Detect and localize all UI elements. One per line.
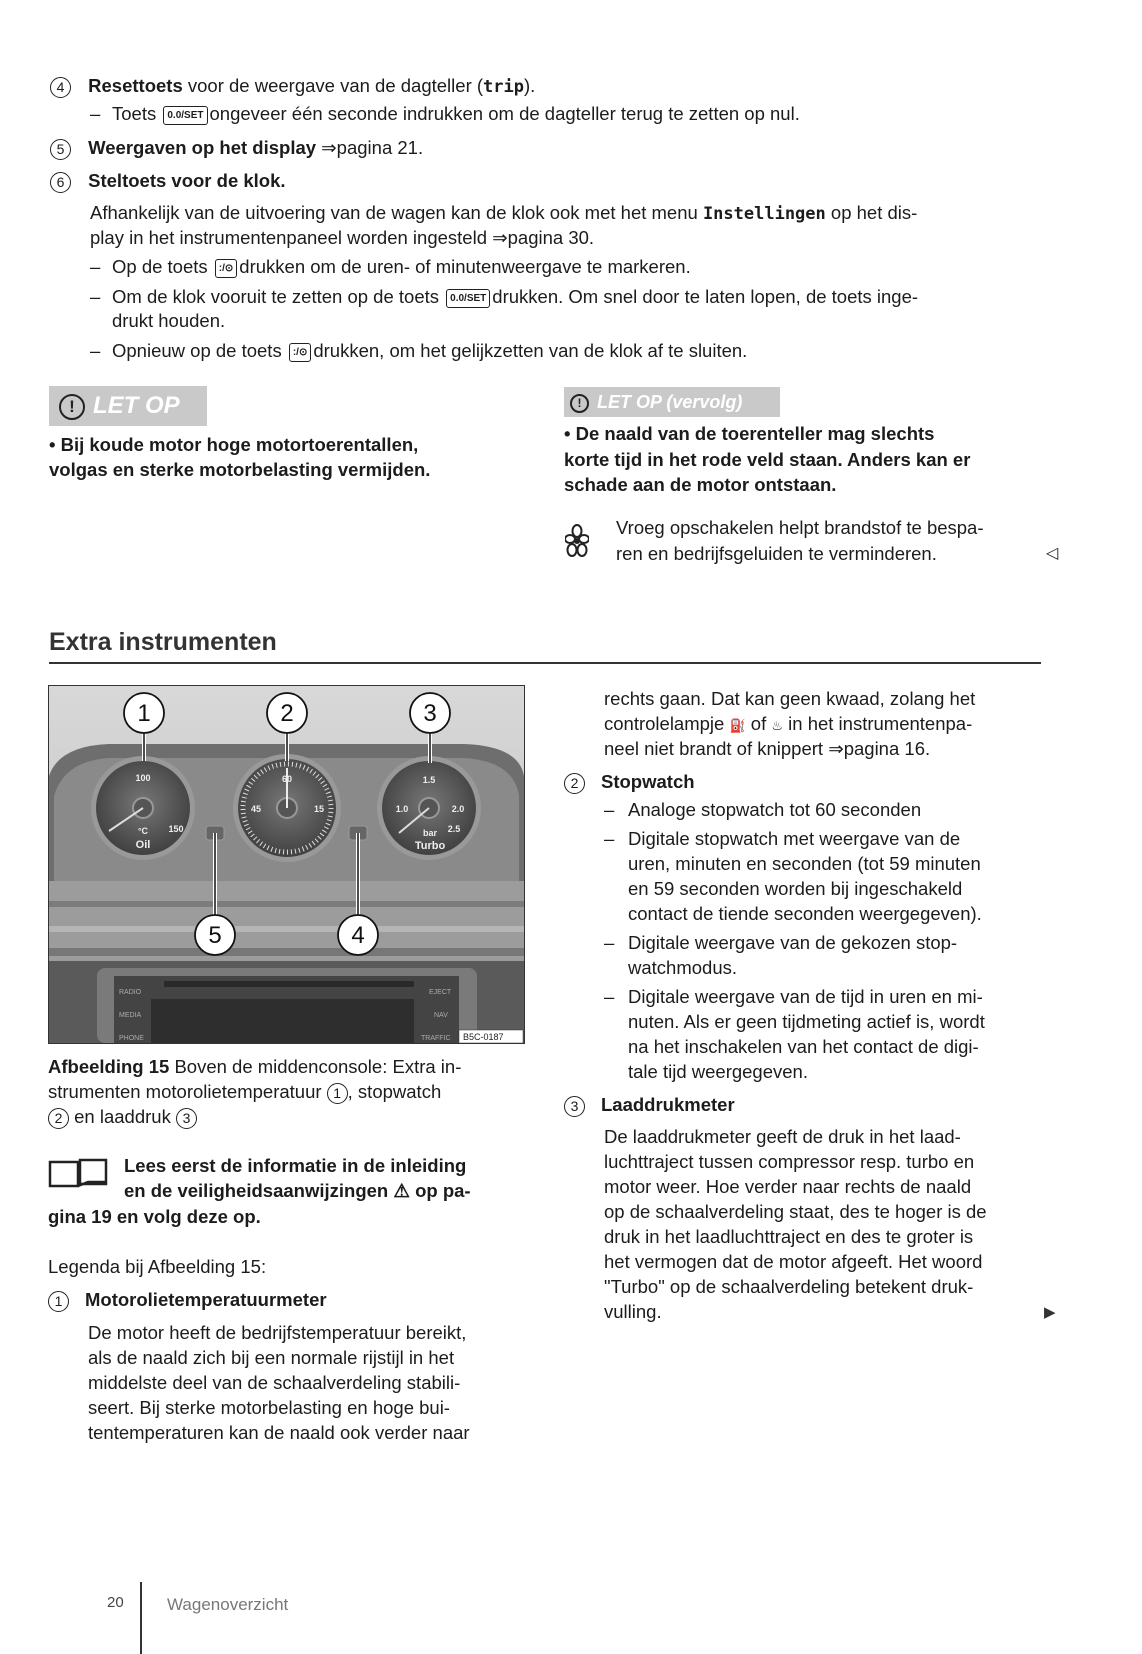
item-5: 5 Weergaven op het display ⇒pagina 21. (50, 135, 423, 160)
radio-button-label: EJECT (429, 989, 452, 996)
environment-flower-icon (565, 524, 589, 558)
svg-text:°C: °C (137, 826, 149, 836)
exclamation-icon: ! (570, 394, 589, 413)
body-line: op de schaalverdeling staat, des te hoger is de (604, 1201, 987, 1222)
body-line: en 59 seconden worden bij ingeschakeld (628, 878, 963, 899)
boost-pressure-gauge (377, 756, 481, 860)
item-6: 6 Steltoets voor de klok. (50, 168, 286, 193)
clock-step-2-cont: drukt houden. (112, 310, 226, 331)
body-line: Digitale weergave van de gekozen stop- – (604, 932, 958, 953)
callout-4: 4 (351, 922, 365, 949)
body-line: De motor heeft de bedrijfstemperatuur bereikt, (88, 1322, 467, 1343)
clock-key-icon: :/⊙ (215, 259, 238, 278)
stopwatch-gauge (233, 754, 341, 862)
warning-text: schade aan de motor ontstaan. (564, 474, 837, 495)
legend-item-3: 3 Laaddrukmeter (564, 1092, 735, 1117)
body-line: contact de tiende seconden weergegeven). (628, 903, 982, 924)
body-line: na het inschakelen van het contact de digi- (628, 1036, 979, 1057)
dash-bullet: – (604, 799, 615, 820)
body-line: luchttraject tussen compressor resp. turbo en (604, 1151, 975, 1172)
read-first-text: en de veiligheidsaanwijzingen ⚠ op pa- (124, 1180, 471, 1201)
body-line: Digitale weergave van de tijd in uren en mi- – (604, 986, 983, 1007)
svg-text:45: 45 (250, 804, 262, 814)
legend-item-2-body (604, 797, 985, 1084)
oil-temperature-gauge (91, 756, 195, 860)
oil-pressure-warning-icon: ⛽ (729, 718, 746, 733)
set-key-icon: 0.0/SET (163, 106, 207, 125)
eco-tip-text: ren en bedrijfsgeluiden te verminderen. (616, 543, 937, 564)
legend-item-1: 1 Motorolietemperatuurmeter (48, 1287, 327, 1312)
body-line: vulling. (604, 1301, 662, 1322)
warning-text: • De naald van de toerenteller mag slechts (564, 423, 935, 444)
section-divider (49, 662, 1041, 664)
radio-button-label: TRAFFIC (421, 1035, 451, 1042)
read-first-text: gina 19 en volg deze op. (48, 1206, 261, 1227)
svg-text:100: 100 (135, 773, 151, 783)
dash-bullet: – (604, 986, 615, 1007)
legend-item-1-cont: controlelampje ⛽ of ♨ in het instrumentenpa- (604, 713, 973, 734)
svg-text:bar: bar (422, 828, 438, 838)
svg-text:1.0: 1.0 (395, 804, 409, 814)
figure-dashboard-photo (48, 685, 525, 1044)
warning-header-continued: ! LET OP (vervolg) (564, 387, 780, 417)
legend-item-1-cont: rechts gaan. Dat kan geen kwaad, zolang het (604, 688, 976, 709)
oil-temperature-warning-icon: ♨ (771, 718, 784, 733)
clock-paragraph-line1: Afhankelijk van de uitvoering van de wagen kan de klok ook met het menu Instellingen op het dis- (90, 202, 918, 224)
body-line: De laaddrukmeter geeft de druk in het laad- (604, 1126, 961, 1147)
radio-button-label: RADIO (119, 989, 142, 996)
body-line: seert. Bij sterke motorbelasting en hoge bui- (88, 1397, 450, 1418)
footer-section: Wagenoverzicht (167, 1595, 289, 1614)
set-key-icon: 0.0/SET (446, 289, 490, 308)
callout-3: 3 (423, 700, 437, 727)
eco-tip-text: Vroeg opschakelen helpt brandstof te bespa- (616, 517, 984, 538)
svg-text:Turbo: Turbo (414, 840, 446, 852)
body-line: motor weer. Hoe verder naar rechts de naald (604, 1176, 972, 1197)
dash-bullet: – (604, 828, 615, 849)
image-code: B5C-0187 (463, 1032, 504, 1042)
radio-button-label: NAV (434, 1012, 448, 1019)
footer-divider (140, 1582, 142, 1654)
callout-number: 4 (50, 77, 71, 98)
legend-item-1-cont: neel niet brandt of knippert ⇒pagina 16. (604, 738, 931, 759)
svg-text:15: 15 (313, 804, 325, 814)
figure-caption: Afbeelding 15 Boven de middenconsole: Extra in- (48, 1056, 462, 1077)
figure-caption: strumenten motorolietemperatuur 1 , stopwatch (48, 1081, 442, 1102)
legend-item-2: 2 Stopwatch (564, 769, 695, 794)
legend-item-1-body (88, 1320, 470, 1445)
body-line: middelste deel van de schaalverdeling stabili- (88, 1372, 461, 1393)
exclamation-icon: ! (59, 394, 85, 420)
warning-text: • Bij koude motor hoge motortoerentallen, (49, 434, 419, 455)
body-line: watchmodus. (628, 957, 737, 978)
body-line: druk in het laadluchttraject en des te groter is (604, 1226, 974, 1247)
callout-1: 1 (137, 700, 151, 727)
svg-text:60: 60 (281, 774, 293, 784)
body-line: tale tijd weergegeven. (628, 1061, 808, 1082)
svg-text:2.0: 2.0 (451, 804, 465, 814)
section-title: Extra instrumenten (49, 628, 277, 656)
callout-5: 5 (208, 922, 222, 949)
body-line: Analoge stopwatch tot 60 seconden – (604, 799, 922, 820)
warning-header: ! LET OP (49, 386, 207, 426)
item-4: 4 Resettoets voor de weergave van de dagteller (trip). (50, 73, 535, 100)
body-line: als de naald zich bij een normale rijstijl in het (88, 1347, 455, 1368)
body-line: het vermogen dat de motor afgeeft. Het woord (604, 1251, 983, 1272)
body-line: nuten. Als er geen tijdmeting actief is, wordt (628, 1011, 985, 1032)
clock-paragraph-line2: play in het instrumentenpaneel worden ingesteld ⇒pagina 30. (90, 227, 595, 248)
radio-button-label: MEDIA (119, 1012, 142, 1019)
continue-arrow-icon: ▶ (1044, 1304, 1056, 1321)
svg-text:Oil: Oil (135, 839, 151, 851)
book-icon (48, 1158, 110, 1190)
clock-key-icon: :/⊙ (289, 343, 312, 362)
warning-triangle-icon: ⚠ (393, 1180, 410, 1201)
body-line: tentemperaturen kan de naald ook verder naar (88, 1422, 470, 1443)
clock-step-1: – Op de toets :/⊙ drukken om de uren- of minutenweergave te markeren. (90, 256, 691, 277)
legend-item-3-body (604, 1124, 987, 1324)
clock-step-3: – Opnieuw op de toets :/⊙ drukken, om het gelijkzetten van de klok af te sluiten. (90, 340, 748, 361)
figure-caption: 2 en laaddruk 3 (48, 1104, 197, 1129)
clock-step-2: – Om de klok vooruit te zetten op de toets 0.0/SET drukken. Om snel door te laten lopen, de toets inge- (90, 286, 919, 307)
svg-text:2.5: 2.5 (447, 824, 461, 834)
callout-number: 5 (50, 139, 71, 160)
body-line: uren, minuten en seconden (tot 59 minuten (628, 853, 981, 874)
svg-text:150: 150 (168, 824, 184, 834)
section-end-icon: ◁ (1046, 545, 1059, 562)
warning-text: volgas en sterke motorbelasting vermijden. (49, 459, 431, 480)
read-first-text: Lees eerst de informatie in de inleiding (124, 1155, 467, 1176)
callout-2: 2 (280, 700, 294, 727)
warning-text: korte tijd in het rode veld staan. Anders kan er (564, 449, 971, 470)
radio-button-label: PHONE (119, 1035, 144, 1042)
svg-text:1.5: 1.5 (422, 775, 436, 785)
body-line: Digitale stopwatch met weergave van de – (604, 828, 961, 849)
legend-title: Legenda bij Afbeelding 15: (48, 1256, 267, 1277)
page-number: 20 (107, 1594, 124, 1611)
callout-number: 6 (50, 172, 71, 193)
page-ref-link[interactable]: ⇒pagina 21. (316, 137, 424, 158)
body-line: "Turbo" op de schaalverdeling betekent druk- (604, 1276, 974, 1297)
item-4-step: – Toets 0.0/SET ongeveer één seconde indrukken om de dagteller terug te zetten op nul. (90, 103, 800, 124)
dash-bullet: – (604, 932, 615, 953)
